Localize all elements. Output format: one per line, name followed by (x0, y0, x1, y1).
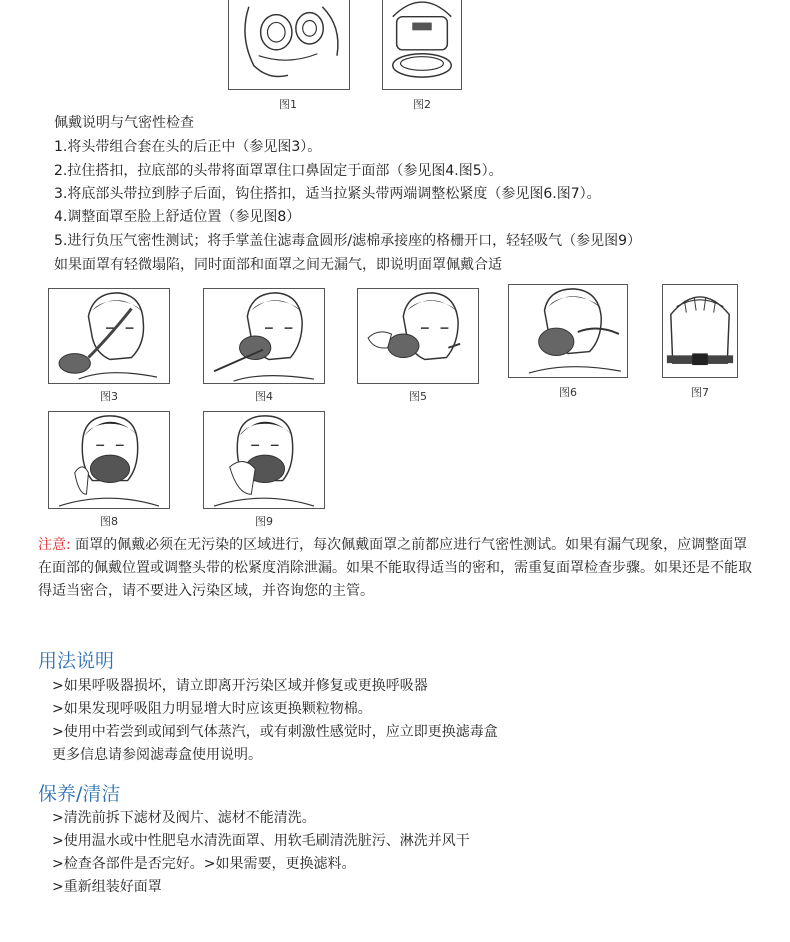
figure-1-caption: 图1 (279, 98, 297, 111)
figure-8 (48, 411, 170, 509)
instruction-step-1: 1.将头带组合套在头的后正中（参见图3）。 (54, 139, 322, 155)
instruction-step-2: 2.拉住搭扣，拉底部的头带将面罩罩住口鼻固定于面部（参见图4.图5）。 (54, 163, 503, 179)
figure-5-caption: 图5 (409, 390, 427, 403)
usage-item-2: >如果发现呼吸阻力明显增大时应该更换颗粒物棉。 (52, 701, 372, 717)
mask-top-view-illustration (383, 0, 461, 89)
figure-8-caption: 图8 (100, 515, 118, 528)
wearing-step-illustration (358, 289, 478, 383)
warning-note (38, 534, 758, 603)
figure-3 (48, 288, 170, 384)
figure-4 (203, 288, 325, 384)
figure-6-caption: 图6 (559, 386, 577, 399)
wearing-step-illustration (204, 289, 324, 383)
figure-4-caption: 图4 (255, 390, 273, 403)
figure-2 (382, 0, 462, 90)
instruction-step-3: 3.将底部头带拉到脖子后面，钩住搭扣，适当拉紧头带两端调整松紧度（参见图6.图7）。 (54, 186, 601, 202)
figure-1 (228, 0, 350, 90)
wearing-step-illustration (49, 412, 169, 508)
figure-9 (203, 411, 325, 509)
instructions-title: 佩戴说明与气密性检查 (54, 115, 194, 131)
usage-heading: 用法说明 (38, 650, 115, 672)
figure-6 (508, 284, 628, 378)
figure-7-caption: 图7 (691, 386, 709, 399)
instruction-step-4: 4.调整面罩至脸上舒适位置（参见图8） (54, 209, 301, 225)
figure-7 (662, 284, 738, 378)
figure-2-caption: 图2 (413, 98, 431, 111)
wearing-step-illustration (509, 285, 627, 377)
note-text: 面罩的佩戴必须在无污染的区域进行，每次佩戴面罩之前都应进行气密性测试。如果有漏气现象，应调整面罩在面部的佩戴位置或调整头带的松紧度消除泄漏。如果不能取得适当的密和，需重复面罩检查步骤。如果还是不能取得适当密合，请不要进入污染区域，并咨询您的主管。 (38, 537, 752, 599)
usage-item-4: 更多信息请参阅滤毒盒使用说明。 (52, 747, 262, 763)
instruction-conclusion: 如果面罩有轻微塌陷，同时面部和面罩之间无漏气，即说明面罩佩戴合适 (54, 257, 502, 273)
care-heading: 保养/清洁 (38, 783, 121, 805)
figure-3-caption: 图3 (100, 390, 118, 403)
note-label: 注意: (38, 537, 71, 553)
wearing-step-illustration (204, 412, 324, 508)
figure-9-caption: 图9 (255, 515, 273, 528)
usage-item-1: >如果呼吸器损坏，请立即离开污染区域并修复或更换呼吸器 (52, 678, 428, 694)
care-item-3: >检查各部件是否完好。>如果需要，更换滤料。 (52, 856, 356, 872)
care-item-4: >重新组装好面罩 (52, 879, 162, 895)
care-item-2: >使用温水或中性肥皂水清洗面罩、用软毛刷清洗脏污、淋洗并风干 (52, 833, 470, 849)
head-back-straps-illustration (663, 285, 737, 377)
figure-5 (357, 288, 479, 384)
care-item-1: >清洗前拆下滤材及阀片、滤材不能清洗。 (52, 810, 316, 826)
usage-item-3: >使用中若尝到或闻到气体蒸汽，或有刺激性感觉时，应立即更换滤毒盒 (52, 724, 498, 740)
mask-front-illustration (229, 0, 349, 89)
wearing-step-illustration (49, 289, 169, 383)
instruction-step-5: 5.进行负压气密性测试；将手掌盖住滤毒盒圆形/滤棉承接座的格栅开口，轻轻吸气（参见图9） (54, 233, 641, 249)
